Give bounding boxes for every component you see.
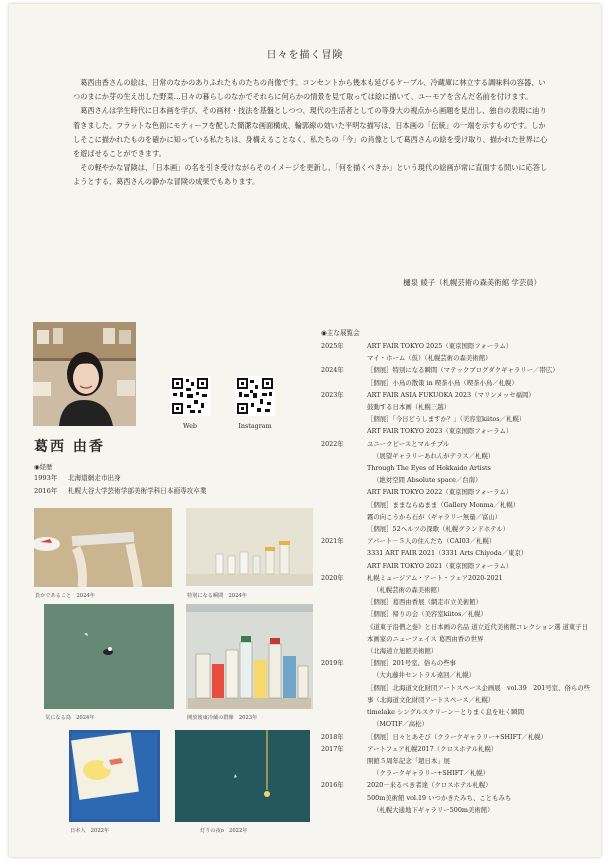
exhibition-item: （北海道立旭館美術館）: [367, 647, 438, 656]
artwork-image: [186, 604, 313, 709]
artwork-image: [69, 730, 160, 822]
artwork-image: [175, 730, 310, 822]
exhibition-year-group: [321, 364, 591, 388]
exhibition-item: （大丸藤井セントラル遠回／札幌）: [373, 671, 476, 680]
exhibition-year-group: [321, 535, 591, 572]
exhibition-year: 2022年: [321, 439, 344, 448]
catalog-page: [9, 4, 601, 857]
exhibition-item: 霧の向こうから石が（ギャラリー無量／富山）: [367, 512, 502, 521]
exhibition-item: （MOTIF／高松）: [373, 720, 428, 729]
essay-paragraph: 葛西さんは学生時代に日本画を学び、その画材・技法を基盤としつつ、現代の生活者としての等身大の視点から画題を見出し、独自の表現に辿り着きました。フラットな色面にモティーフを配した簡潔な画面構成、輪郭線の効いた平明な描写は、日本画の「伝統」の一端を示すものです。しかしそこに描かれたものを確かに知っている私たちは、身構えることなく、私たちの「今」の肖像として葛西さんの絵を受け取り、描かれた世界に心を遊ばせることができます。: [73, 106, 548, 159]
essay-author: 樋泉 綾子（札幌芸術の森美術館 学芸員）: [403, 278, 541, 287]
career-text: 札幌大谷大学芸術学部美術学科日本画専攻卒業: [68, 487, 207, 495]
exhibition-item: 2020－来るべき者達（クロスホテル札幌）: [367, 781, 492, 790]
exhibition-item: ［個展］帰りの会（美容室kiitos／札幌）: [367, 610, 487, 619]
exhibition-item: アートフェア札幌2017（クロスホテル札幌）: [367, 744, 498, 753]
exhibition-item: ［個展］北海道文化財団アートスペース企画展 vol.39 201号室、俗らの些事（北海道文化財団アートスペース／札幌）: [367, 683, 591, 704]
exhibition-item: ［個展］「今日どうしますか？」（美容室kiitos／札幌）: [367, 415, 526, 424]
essay-body: [73, 76, 549, 190]
exhibition-item: ［個展］小鳥の散策 in 喫茶小鳥（喫茶小鳥／札幌）: [367, 378, 518, 387]
exhibition-year: 2023年: [321, 390, 344, 399]
exhibition-item: （札幌芸術の森美術館）: [373, 586, 444, 595]
instagram-qr-label: Instagram: [238, 422, 272, 430]
essay-paragraph: その軽やかな冒険は、「日本画」の名を引き受けながらそのイメージを更新し、「何を描くべきか」という現代の絵画が常に直面する問いに応答しようとする、葛西さんの静かな冒険の成果でもあります。: [73, 163, 548, 187]
exhibition-year-group: [321, 389, 591, 438]
artwork-caption: 開放後東冷蔵の群像 2023年: [187, 715, 258, 721]
exhibition-year-group: [321, 572, 591, 657]
exhibition-year: 2025年: [321, 342, 344, 350]
career-item: [34, 485, 206, 498]
exhibition-item: ［個展］日々とあそび（クラークギャラリー+SHIFT／札幌）: [367, 732, 547, 741]
exhibition-item: ［個展］葛西由香展（網走市立美術館）: [367, 598, 483, 607]
exhibitions-list: [321, 340, 591, 816]
exhibition-item: ［個展］特別になる瞬間（マテックブログダクギャラリー／帯広）: [367, 366, 559, 375]
essay-title: 日々を描く冒険: [266, 50, 344, 61]
exhibition-item: 3331 ART FAIR 2021（3331 Arts Chiyoda／東京）: [367, 549, 528, 558]
exhibition-year: 2016年: [321, 781, 344, 790]
exhibition-item: ART FAIR ASIA FUKUOKA 2023（マリンメッセ福岡）: [367, 390, 535, 399]
artwork-image: [34, 508, 172, 587]
artwork-caption: 気になる鳥 2024年: [45, 715, 95, 721]
exhibition-year-group: [321, 340, 591, 364]
career-item: [34, 472, 206, 485]
exhibition-year-group: [321, 779, 591, 816]
exhibition-item: ART FAIR TOKYO 2022（東京国際フォーラム）: [367, 488, 513, 497]
instagram-qr-code[interactable]: [235, 376, 275, 416]
exhibition-item: 札幌ミュージアム・アート・フェア2020-2021: [367, 573, 503, 582]
exhibition-year-group: [321, 438, 591, 536]
artwork-image: [44, 604, 174, 709]
exhibition-item: ［個展］52ヘルツの深歌（札幌グランドホテル）: [367, 525, 510, 534]
career-year: 1993年: [34, 474, 58, 482]
exhibition-year-group: [321, 743, 591, 780]
artwork-caption: 日本人 2022年: [70, 828, 110, 834]
exhibition-year: 2019年: [321, 659, 344, 668]
exhibition-item: マイ・ホーム（仮）（札幌芸術の森美術館）: [367, 354, 492, 363]
exhibition-item: ［個展］201号室、俗らの些事: [367, 659, 456, 668]
exhibition-item: ART FAIR TOKYO 2021（東京国際フォーラム）: [367, 561, 513, 570]
exhibition-year-group: [321, 731, 591, 743]
web-qr-label: Web: [183, 422, 197, 430]
exhibition-item: 鼓動する日本画（札幌三越）: [367, 403, 451, 412]
exhibition-year: 2017年: [321, 744, 344, 753]
exhibition-item: ユニークピースとマルチプル: [367, 439, 450, 448]
exhibition-item: （展望ギャラリーあれんがテラス／札幌）: [373, 451, 495, 460]
exhibition-year: 2021年: [321, 537, 344, 546]
career-list: [34, 472, 206, 498]
artist-name: 葛西 由香: [34, 439, 105, 455]
exhibitions-heading: ◉主な展覧会: [321, 329, 360, 337]
exhibition-item: 開館５周年記念「超日本」展: [367, 756, 451, 765]
exhibition-item: （札幌大通地下ギャラリー500m美術館）: [373, 805, 494, 814]
artwork-caption: 特別になる瞬間 2024年: [187, 593, 247, 599]
exhibition-item: 《道東子沿僧之巻》と日本画の名品 道立近代美術館コレクション選 道東子日本画家のニューフェイス 葛西由香の世界: [367, 622, 589, 643]
artwork-image: [186, 508, 313, 586]
essay-paragraph: 葛西由香さんの絵は、日常のなかのありふれたものたちの肖像です。コンセントから幾本も延びるケーブル、冷蔵庫に林立する調味料の容器、いつのまにか芽の生え出した野菜…日々の暮らしのなかでそれらに何らかの情景を見て取っては絵に描いて、ユーモアを含んだ名前を付けます。: [73, 78, 546, 102]
exhibition-year: 2020年: [321, 573, 344, 582]
exhibition-item: ART FAIR TOKYO 2023（東京国際フォーラム）: [367, 427, 513, 436]
exhibition-year: 2024年: [321, 366, 344, 375]
exhibition-item: （絶対空間 Absolute space／台南）: [373, 476, 482, 485]
exhibition-item: Through The Eyes of Hokkaido Artists: [367, 464, 491, 473]
exhibition-item: アパート－５人の住んだち（CAI03／札幌）: [367, 537, 496, 546]
career-text: 北海道網走市出身: [68, 474, 121, 482]
career-heading: ◉経歴: [34, 463, 53, 471]
exhibition-item: timelake シングルスクリーン－とりまく息を吐く瞬間: [367, 708, 525, 717]
exhibition-item: ART FAIR TOKYO 2025（東京国際フォーラム）: [367, 342, 513, 350]
artwork-caption: 負かであること 2024年: [35, 593, 95, 599]
artwork-caption: 灯りの夜o 2022年: [200, 828, 248, 834]
exhibition-item: （クラークギャラリー+SHIFT／札幌）: [373, 769, 489, 778]
web-qr-code[interactable]: [170, 376, 210, 416]
exhibition-year-group: [321, 657, 591, 730]
artist-photo: [33, 322, 136, 426]
exhibition-item: 500m美術館 vol.19 いつかきたみち、こともみち: [367, 793, 512, 802]
exhibition-item: ［個展］ままならぬまま（Gallery Monma／札幌）: [367, 500, 520, 509]
exhibition-year: 2018年: [321, 732, 344, 741]
career-year: 2016年: [34, 487, 58, 495]
